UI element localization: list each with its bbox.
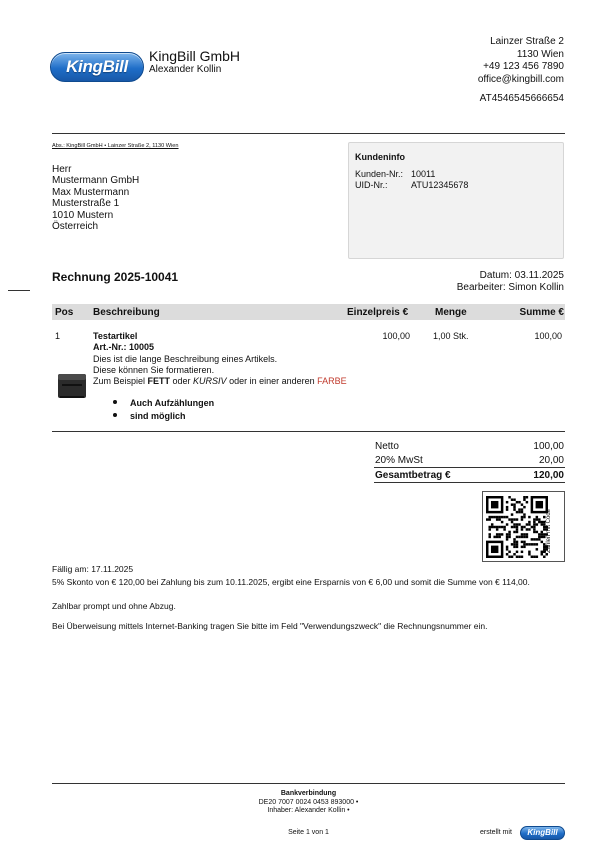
sender-address: Lainzer Straße 2 1130 Wien +49 123 456 7890 office@kingbill.com <box>477 36 564 85</box>
bank-title: Bankverbindung <box>280 790 337 797</box>
bullet-item: Auch Aufzählungen <box>130 398 215 408</box>
col-pos: Pos <box>55 307 74 318</box>
invoice-title: Rechnung 2025-10041 <box>52 270 179 284</box>
item-sum: 100,00 <box>534 331 562 341</box>
printer-icon <box>56 372 88 400</box>
made-with-label: erstellt mit <box>480 829 512 836</box>
item-name: Testartikel <box>93 331 138 341</box>
company-name: KingBill GmbH <box>149 48 241 64</box>
item-unit-price: 100,00 <box>382 331 410 341</box>
bank-iban: DE20 7007 0024 0453 893000 • <box>258 798 359 806</box>
uid-label: UID-Nr.: <box>355 180 388 190</box>
recipient-address: Herr Mustermann GmbH Max Mustermann Musterstraße 1 1010 Mustern Österreich <box>52 164 140 233</box>
qr-code[interactable] <box>486 496 548 558</box>
item-desc-line-1: Dies ist die lange Beschreibung eines Artikels. <box>93 354 278 364</box>
bank-details <box>52 790 565 816</box>
invoice-editor: Bearbeiter: Simon Kollin <box>456 282 564 293</box>
gross-value: 120,00 <box>533 470 564 481</box>
company-person: Alexander Kollin <box>149 64 222 75</box>
col-quantity: Menge <box>435 307 467 318</box>
gross-label: Gesamtbetrag € <box>375 470 451 481</box>
payment-terms: Zahlbar prompt und ohne Abzug. <box>52 601 176 611</box>
bullet-item: sind möglich <box>130 411 186 421</box>
row-pos: 1 <box>55 331 61 341</box>
item-desc-line-3: Zum Beispiel FETT oder KURSIV oder in einer anderen FARBE <box>93 376 347 386</box>
item-quantity: 1,00 Stk. <box>433 331 469 341</box>
uid-value: ATU12345678 <box>411 180 469 190</box>
discount-note: 5% Skonto von € 120,00 bei Zahlung bis zum 10.11.2025, ergibt eine Ersparnis von € 6,00 und somit die Summe von € 114,00. <box>52 577 530 587</box>
tax-label: 20% MwSt <box>375 455 423 466</box>
header-divider <box>52 133 565 134</box>
bullet-dot <box>113 413 117 417</box>
net-label: Netto <box>375 441 399 452</box>
page-number: Seite 1 von 1 <box>288 829 329 836</box>
col-description: Beschreibung <box>93 307 160 318</box>
company-logo: KingBill <box>50 52 144 82</box>
col-unit-price: Einzelpreis € <box>347 307 409 318</box>
fold-mark <box>8 290 30 291</box>
invoice-date: Datum: 03.11.2025 <box>479 270 564 281</box>
totals-bottom-rule <box>374 482 565 483</box>
col-sum: Summe € <box>519 307 564 318</box>
bullet-dot <box>113 400 117 404</box>
totals-divider <box>374 467 565 468</box>
footer-divider <box>52 783 565 784</box>
item-desc-line-2: Diese können Sie formatieren. <box>93 365 215 375</box>
due-date: Fällig am: 17.11.2025 <box>52 564 134 574</box>
net-value: 100,00 <box>533 441 564 452</box>
vat-id: AT4546545666654 <box>479 93 564 104</box>
return-address: Abs.: KingBill GmbH • Lainzer Straße 2, 1130 Wien <box>52 143 179 149</box>
invoice-meta <box>457 270 564 294</box>
customer-no: 10011 <box>411 169 436 179</box>
transfer-note: Bei Überweisung mittels Internet-Banking tragen Sie bitte im Feld "Verwendungszweck" die Rechnungsnummer ein. <box>52 621 488 631</box>
bank-owner: Inhaber: Alexander Kollin • <box>267 807 350 815</box>
customer-no-label: Kunden-Nr.: <box>355 169 404 179</box>
table-divider <box>52 431 565 432</box>
customer-info-title: Kundeninfo <box>355 152 405 162</box>
item-article-no: Art.-Nr.: 10005 <box>93 342 155 352</box>
tax-value: 20,00 <box>538 455 564 466</box>
qr-caption: Zahlen mit Code <box>546 508 552 553</box>
footer-logo: KingBill <box>520 826 565 840</box>
